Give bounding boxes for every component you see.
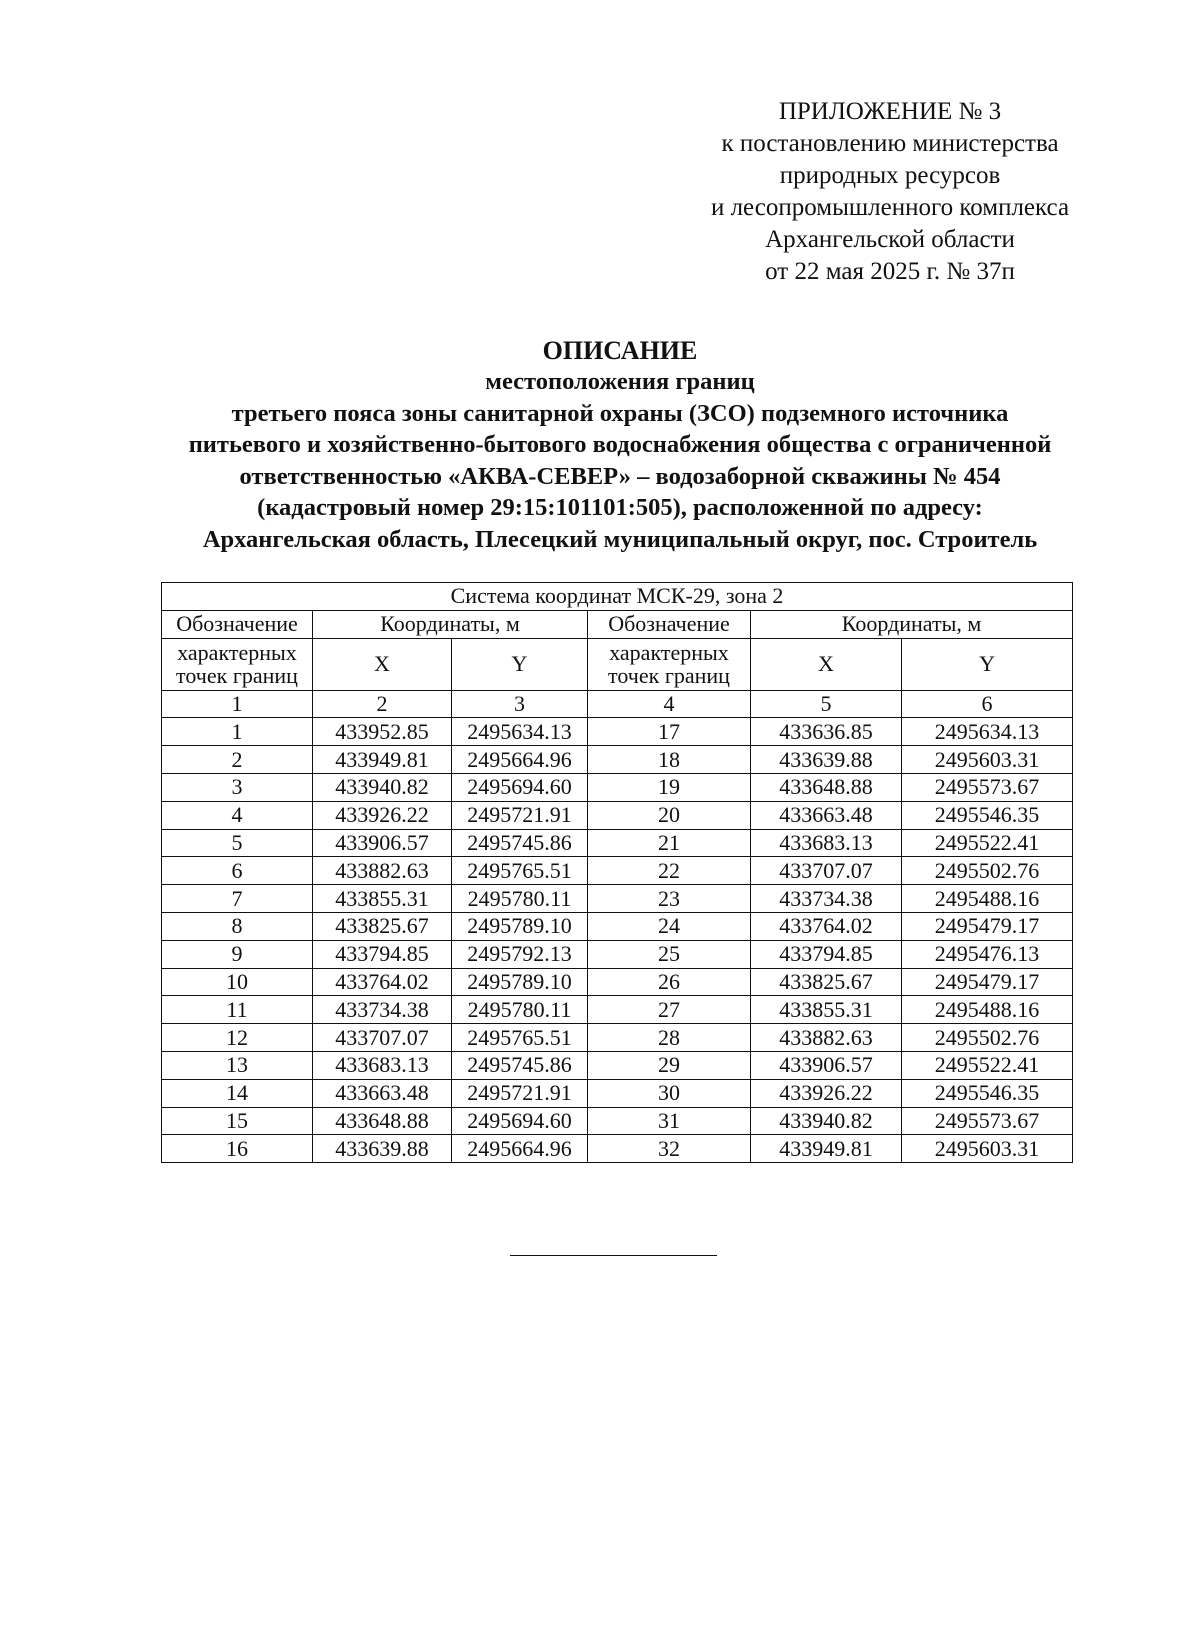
table-row (162, 746, 1073, 774)
y-coordinate: 2495780.11 (452, 885, 588, 913)
point-number: 24 (588, 912, 751, 940)
x-label-cell: X (751, 638, 902, 690)
x-coordinate: 433663.48 (313, 1079, 452, 1107)
x-coordinate: 433926.22 (313, 801, 452, 829)
point-label-line: характерных (177, 640, 297, 666)
y-coordinate: 2495603.31 (902, 746, 1073, 774)
header-row (162, 610, 1073, 638)
heading-line: третьего пояса зоны санитарной охраны (ЗСО) подземного источника (231, 399, 1009, 427)
annex-line: к постановлению министерства (721, 130, 1059, 157)
y-coordinate: 2495694.60 (452, 773, 588, 801)
y-coordinate: 2495765.51 (452, 1024, 588, 1052)
table-row (162, 1051, 1073, 1079)
column-number: 5 (751, 690, 902, 718)
point-number: 12 (162, 1024, 313, 1052)
point-number: 11 (162, 996, 313, 1024)
table-row (162, 1135, 1073, 1163)
y-coordinate: 2495546.35 (902, 1079, 1073, 1107)
point-number: 8 (162, 912, 313, 940)
y-coordinate: 2495488.16 (902, 996, 1073, 1024)
y-coordinate: 2495792.13 (452, 940, 588, 968)
point-number: 6 (162, 857, 313, 885)
y-coordinate: 2495745.86 (452, 1051, 588, 1079)
point-number: 1 (162, 718, 313, 746)
y-coordinate: 2495573.67 (902, 1107, 1073, 1135)
point-number: 15 (162, 1107, 313, 1135)
x-label-cell: X (313, 638, 452, 690)
column-number: 6 (902, 690, 1073, 718)
point-number: 28 (588, 1024, 751, 1052)
point-number: 3 (162, 773, 313, 801)
x-coordinate: 433949.81 (313, 746, 452, 774)
table-row (162, 718, 1073, 746)
table-row (162, 912, 1073, 940)
point-number: 4 (162, 801, 313, 829)
table-row (162, 773, 1073, 801)
point-number: 7 (162, 885, 313, 913)
x-coordinate: 433639.88 (313, 1135, 452, 1163)
x-coordinate: 433940.82 (751, 1107, 902, 1135)
y-coordinate: 2495573.67 (902, 773, 1073, 801)
y-coordinate: 2495789.10 (452, 912, 588, 940)
x-coordinate: 433794.85 (751, 940, 902, 968)
x-coordinate: 433926.22 (751, 1079, 902, 1107)
table-row (162, 885, 1073, 913)
y-coordinate: 2495546.35 (902, 801, 1073, 829)
y-coordinate: 2495476.13 (902, 940, 1073, 968)
annex-line: Архангельской области (765, 226, 1015, 253)
x-coordinate: 433906.57 (751, 1051, 902, 1079)
x-coordinate: 433764.02 (751, 912, 902, 940)
annex-date: от 22 мая 2025 г. № 37п (765, 258, 1015, 285)
x-coordinate: 433940.82 (313, 773, 452, 801)
table-row (162, 968, 1073, 996)
coordinate-system-cell: Система координат МСК-29, зона 2 (162, 583, 1073, 611)
point-label-line: точек границ (608, 663, 730, 689)
table-body (162, 718, 1073, 1163)
y-coordinate: 2495479.17 (902, 968, 1073, 996)
y-coordinate: 2495721.91 (452, 1079, 588, 1107)
x-coordinate: 433949.81 (751, 1135, 902, 1163)
point-number: 20 (588, 801, 751, 829)
point-number: 21 (588, 829, 751, 857)
end-divider (510, 1255, 717, 1256)
y-coordinate: 2495502.76 (902, 1024, 1073, 1052)
y-coordinate: 2495664.96 (452, 746, 588, 774)
table-row (162, 801, 1073, 829)
coords-label-cell: Координаты, м (313, 610, 588, 638)
y-coordinate: 2495502.76 (902, 857, 1073, 885)
point-number: 32 (588, 1135, 751, 1163)
annex-title: ПРИЛОЖЕНИЕ № 3 (778, 98, 1002, 125)
point-number: 14 (162, 1079, 313, 1107)
point-label-cell: Обозначение (162, 610, 313, 638)
x-coordinate: 433764.02 (313, 968, 452, 996)
x-coordinate: 433683.13 (751, 829, 902, 857)
x-coordinate: 433639.88 (751, 746, 902, 774)
point-number: 9 (162, 940, 313, 968)
point-number: 31 (588, 1107, 751, 1135)
point-number: 17 (588, 718, 751, 746)
x-coordinate: 433882.63 (751, 1024, 902, 1052)
table-row (162, 829, 1073, 857)
x-coordinate: 433882.63 (313, 857, 452, 885)
y-coordinate: 2495634.13 (902, 718, 1073, 746)
coordinates-table (161, 582, 1073, 1163)
x-coordinate: 433855.31 (751, 996, 902, 1024)
point-label-cell: Обозначение (588, 610, 751, 638)
table-row (162, 857, 1073, 885)
y-coordinate: 2495522.41 (902, 1051, 1073, 1079)
table-row (162, 1079, 1073, 1107)
column-number: 3 (452, 690, 588, 718)
y-coordinate: 2495664.96 (452, 1135, 588, 1163)
heading-line: (кадастровый номер 29:15:101101:505), расположенной по адресу: (257, 494, 983, 521)
column-number: 4 (588, 690, 751, 718)
column-number: 1 (162, 690, 313, 718)
y-label-cell: Y (902, 638, 1073, 690)
x-coordinate: 433707.07 (751, 857, 902, 885)
annex-header (640, 96, 1140, 288)
heading-line: питьевого и хозяйственно-бытового водоснабжения общества с ограниченной (188, 431, 1052, 458)
point-number: 26 (588, 968, 751, 996)
x-coordinate: 433683.13 (313, 1051, 452, 1079)
x-coordinate: 433825.67 (313, 912, 452, 940)
y-coordinate: 2495745.86 (452, 829, 588, 857)
column-number: 2 (313, 690, 452, 718)
point-number: 16 (162, 1135, 313, 1163)
document-heading (100, 335, 1140, 555)
x-coordinate: 433707.07 (313, 1024, 452, 1052)
x-coordinate: 433794.85 (313, 940, 452, 968)
heading-line: ответственностью «АКВА-СЕВЕР» – водозаборной скважины № 454 (239, 462, 1001, 490)
x-coordinate: 433663.48 (751, 801, 902, 829)
point-number: 18 (588, 746, 751, 774)
annex-line: и лесопромышленного комплекса (710, 194, 1070, 221)
point-label-line: характерных (609, 640, 729, 666)
x-coordinate: 433648.88 (313, 1107, 452, 1135)
point-number: 30 (588, 1079, 751, 1107)
point-number: 23 (588, 885, 751, 913)
point-number: 13 (162, 1051, 313, 1079)
x-coordinate: 433648.88 (751, 773, 902, 801)
point-number: 2 (162, 746, 313, 774)
x-coordinate: 433906.57 (313, 829, 452, 857)
x-coordinate: 433825.67 (751, 968, 902, 996)
column-number-row (162, 690, 1073, 718)
table-row (162, 940, 1073, 968)
point-label-line: точек границ (176, 663, 298, 689)
document-title: ОПИСАНИЕ (542, 336, 698, 365)
x-coordinate: 433636.85 (751, 718, 902, 746)
table-row (162, 1107, 1073, 1135)
table-header (162, 583, 1073, 718)
point-number: 19 (588, 773, 751, 801)
y-label-cell: Y (452, 638, 588, 690)
y-coordinate: 2495634.13 (452, 718, 588, 746)
point-number: 27 (588, 996, 751, 1024)
heading-line: Архангельская область, Плесецкий муниципальный округ, пос. Строитель (202, 525, 1038, 553)
y-coordinate: 2495488.16 (902, 885, 1073, 913)
y-coordinate: 2495780.11 (452, 996, 588, 1024)
y-coordinate: 2495694.60 (452, 1107, 588, 1135)
point-number: 5 (162, 829, 313, 857)
x-coordinate: 433855.31 (313, 885, 452, 913)
x-coordinate: 433734.38 (751, 885, 902, 913)
point-number: 29 (588, 1051, 751, 1079)
table-row (162, 996, 1073, 1024)
point-number: 10 (162, 968, 313, 996)
y-coordinate: 2495479.17 (902, 912, 1073, 940)
point-label-cell (162, 638, 313, 690)
y-coordinate: 2495721.91 (452, 801, 588, 829)
y-coordinate: 2495789.10 (452, 968, 588, 996)
y-coordinate: 2495765.51 (452, 857, 588, 885)
system-row (162, 583, 1073, 611)
header-row (162, 638, 1073, 690)
point-label-cell (588, 638, 751, 690)
point-number: 22 (588, 857, 751, 885)
annex-line: природных ресурсов (779, 162, 1001, 189)
x-coordinate: 433952.85 (313, 718, 452, 746)
y-coordinate: 2495522.41 (902, 829, 1073, 857)
y-coordinate: 2495603.31 (902, 1135, 1073, 1163)
x-coordinate: 433734.38 (313, 996, 452, 1024)
point-number: 25 (588, 940, 751, 968)
coords-label-cell: Координаты, м (751, 610, 1073, 638)
heading-line: местоположения границ (485, 368, 755, 395)
table-row (162, 1024, 1073, 1052)
